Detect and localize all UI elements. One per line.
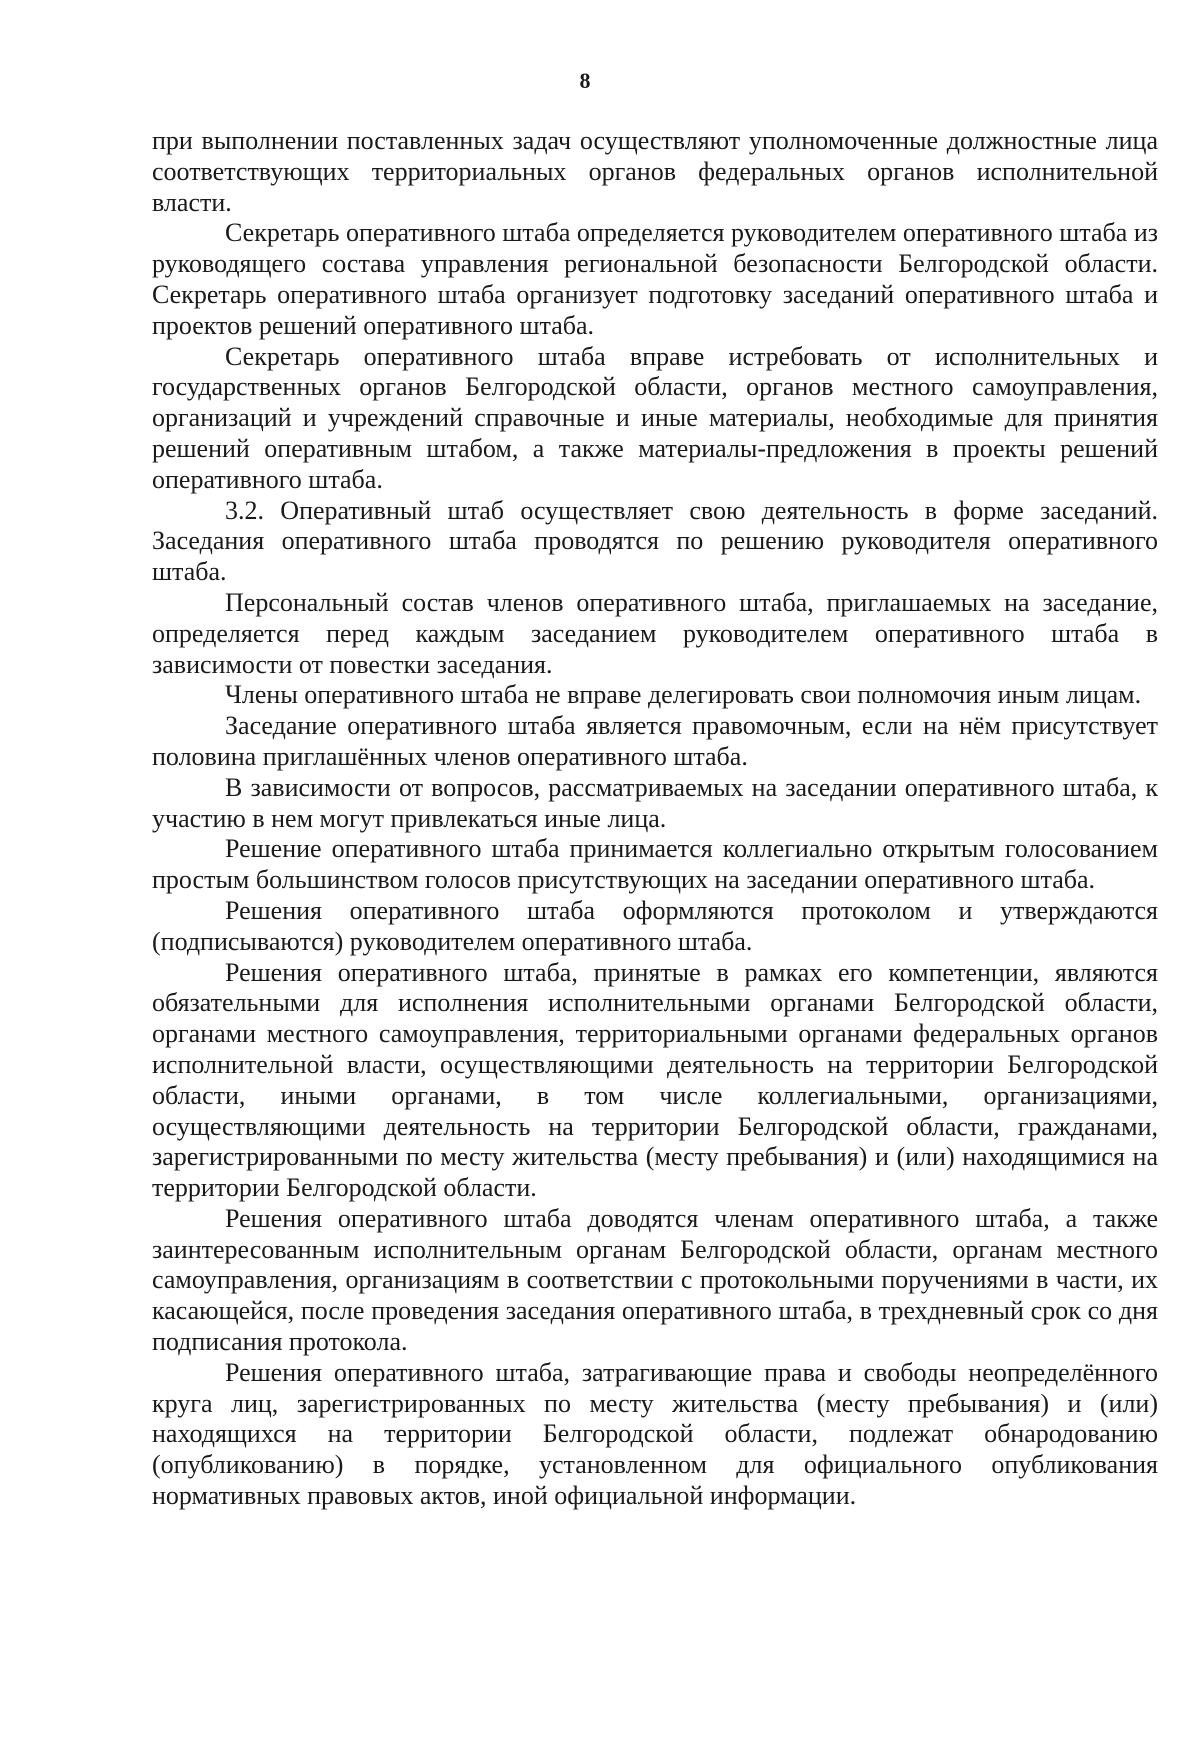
paragraph-secretary-appointment: Секретарь оперативного штаба определяется руководителем оперативного штаба из руководящего состава управления региональной безопасности Белгородской области. Секретарь оперативного штаба организует подготовку заседаний оперативного штаба и проектов решений оперативного штаба. <box>152 218 1158 340</box>
paragraph-quorum: Заседание оперативного штаба является правомочным, если на нём присутствует половина приглашённых членов оперативного штаба. <box>152 711 1158 771</box>
paragraph-other-participants: В зависимости от вопросов, рассматриваемых на заседании оперативного штаба, к участию в нем могут привлекаться иные лица. <box>152 772 1158 833</box>
paragraph-publication: Решения оперативного штаба, затрагивающие права и свободы неопределённого круга лиц, зарегистрированных по месту жительства (месту пребывания) и (или) находящихся на территории Белгородской области, подлежат обнародованию (опубликованию) в порядке, установленном для официального опубликования нормативных правовых актов, иной официальной информации. <box>152 1357 1158 1511</box>
paragraph-protocol: Решения оперативного штаба оформляются протоколом и утверждаются (подписываются) руководителем оперативного штаба. <box>152 895 1158 956</box>
page-number: 8 <box>579 68 591 93</box>
paragraph-no-delegation: Члены оперативного штаба не вправе делегировать свои полномочия иным лицам. <box>225 680 1142 710</box>
paragraph-communication: Решения оперативного штаба доводятся членам оперативного штаба, а также заинтересованным исполнительным органам Белгородской области, органам местного самоуправления, организациям в соответствии с протокольными поручениями в части, их касающейся, после проведения заседания оперативного штаба, в трехдневный срок со дня подписания протокола. <box>152 1203 1158 1357</box>
paragraph-section-3-2: 3.2. Оперативный штаб осуществляет свою деятельность в форме заседаний. Заседания оперативного штаба проводятся по решению руководителя оперативного штаба. <box>152 495 1158 587</box>
paragraph-voting: Решение оперативного штаба принимается коллегиально открытым голосованием простым большинством голосов присутствующих на заседании оперативного штаба. <box>152 834 1158 895</box>
paragraph-binding-decisions: Решения оперативного штаба, принятые в рамках его компетенции, являются обязательными для исполнения исполнительными органами Белгородской области, органами местного самоуправления, территориальными органами федеральных органов исполнительной власти, осуществляющими деятельность на территории Белгородской области, иными органами, в том числе коллегиальными, организациями, осуществляющими деятельность на территории Белгородской области, гражданами, зарегистрированными по месту жительства (месту пребывания) и (или) находящимися на территории Белгородской области. <box>152 957 1158 1203</box>
document-body <box>152 126 1158 1512</box>
paragraph-secretary-rights: Секретарь оперативного штаба вправе истребовать от исполнительных и государственных органов Белгородской области, органов местного самоуправления, организаций и учреждений справочные и иные материалы, необходимые для принятия решений оперативным штабом, а также материалы-предложения в проекты решений оперативного штаба. <box>152 341 1158 494</box>
paragraph-personal-composition: Персональный состав членов оперативного штаба, приглашаемых на заседание, определяется перед каждым заседанием руководителем оперативного штаба в зависимости от повестки заседания. <box>152 587 1158 679</box>
paragraph-continuation: при выполнении поставленных задач осуществляют уполномоченные должностные лица соответствующих территориальных органов федеральных органов исполнительной власти. <box>152 126 1158 217</box>
